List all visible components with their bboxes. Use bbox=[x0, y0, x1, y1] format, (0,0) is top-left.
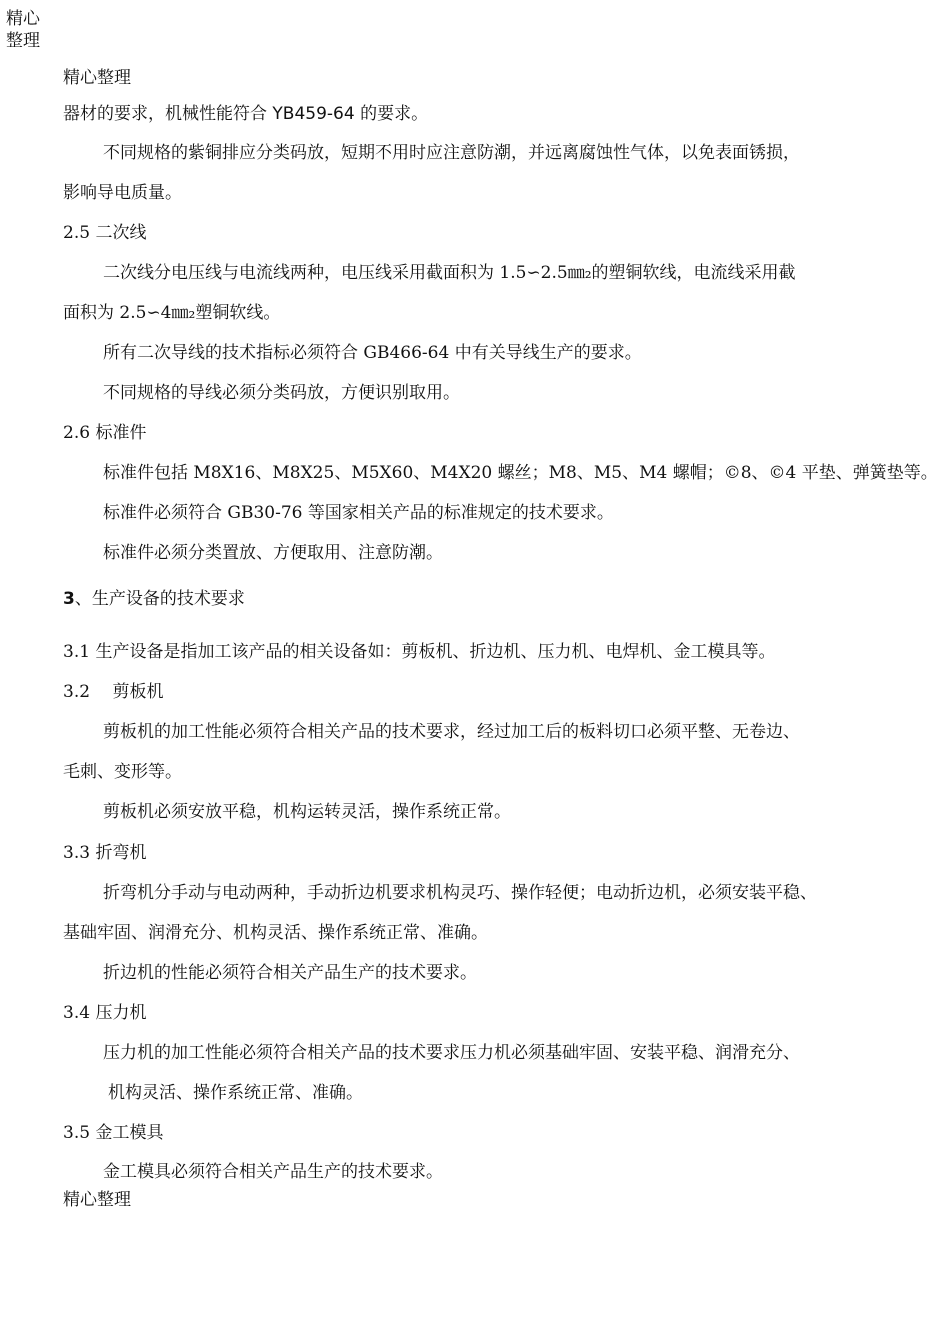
paragraph-line: 标准件必须符合 GB30-76 等国家相关产品的标准规定的技术要求。 bbox=[103, 503, 614, 523]
paragraph-line: 基础牢固、润滑充分、机构灵活、操作系统正常、准确。 bbox=[63, 923, 488, 943]
paragraph-line: 3.1 生产设备是指加工该产品的相关设备如：剪板机、折边机、压力机、电焊机、金工模具等。 bbox=[63, 642, 776, 662]
paragraph-line: 金工模具必须符合相关产品生产的技术要求。 bbox=[103, 1162, 443, 1182]
chapter-title: 、生产设备的技术要求 bbox=[74, 589, 245, 609]
chapter-number: 3 bbox=[63, 589, 75, 609]
paragraph-line: 毛刺、变形等。 bbox=[63, 762, 182, 782]
paragraph-line: 二次线分电压线与电流线两种，电压线采用截面积为 1.5∽2.5㎜₂的塑铜软线，电流线采用截 bbox=[103, 263, 796, 283]
section-heading-2-6: 2.6 标准件 bbox=[63, 423, 147, 443]
corner-watermark-line2: 整理 bbox=[6, 31, 40, 51]
paragraph-line: 器材的要求，机械性能符合 YB459-64 的要求。 bbox=[63, 104, 429, 124]
chapter-heading-3 bbox=[63, 588, 245, 610]
header-watermark: 精心整理 bbox=[63, 68, 131, 88]
paragraph-line: 剪板机必须安放平稳，机构运转灵活，操作系统正常。 bbox=[103, 802, 511, 822]
paragraph-line: 剪板机的加工性能必须符合相关产品的技术要求，经过加工后的板料切口必须平整、无卷边、 bbox=[103, 722, 800, 742]
paragraph-line: 不同规格的紫铜排应分类码放，短期不用时应注意防潮，并远离腐蚀性气体，以免表面锈损， bbox=[103, 143, 800, 163]
paragraph-line: 折弯机分手动与电动两种，手动折边机要求机构灵巧、操作轻便；电动折边机，必须安装平稳、 bbox=[103, 883, 817, 903]
section-heading-3-2: 3.2 剪板机 bbox=[63, 682, 164, 702]
paragraph-line: 所有二次导线的技术指标必须符合 GB466-64 中有关导线生产的要求。 bbox=[103, 343, 642, 363]
section-heading-3-4: 3.4 压力机 bbox=[63, 1003, 147, 1023]
corner-watermark bbox=[6, 8, 40, 52]
section-heading-3-3: 3.3 折弯机 bbox=[63, 843, 147, 863]
section-heading-2-5: 2.5 二次线 bbox=[63, 223, 147, 243]
paragraph-line: 不同规格的导线必须分类码放，方便识别取用。 bbox=[103, 383, 460, 403]
paragraph-line: 影响导电质量。 bbox=[63, 183, 182, 203]
paragraph-line: 标准件必须分类置放、方便取用、注意防潮。 bbox=[103, 543, 443, 563]
paragraph-line: 标准件包括 M8X16、M8X25、M5X60、M4X20 螺丝；M8、M5、M4 螺帽；©8、©4 平垫、弹簧垫等。 bbox=[103, 463, 938, 483]
paragraph-line: 机构灵活、操作系统正常、准确。 bbox=[108, 1083, 363, 1103]
paragraph-line: 面积为 2.5∽4㎜₂塑铜软线。 bbox=[63, 303, 281, 323]
paragraph-line: 压力机的加工性能必须符合相关产品的技术要求压力机必须基础牢固、安装平稳、润滑充分、 bbox=[103, 1043, 800, 1063]
paragraph-line: 折边机的性能必须符合相关产品生产的技术要求。 bbox=[103, 963, 477, 983]
corner-watermark-line1: 精心 bbox=[6, 9, 40, 29]
section-heading-3-5: 3.5 金工模具 bbox=[63, 1123, 164, 1143]
footer-watermark: 精心整理 bbox=[63, 1190, 131, 1210]
